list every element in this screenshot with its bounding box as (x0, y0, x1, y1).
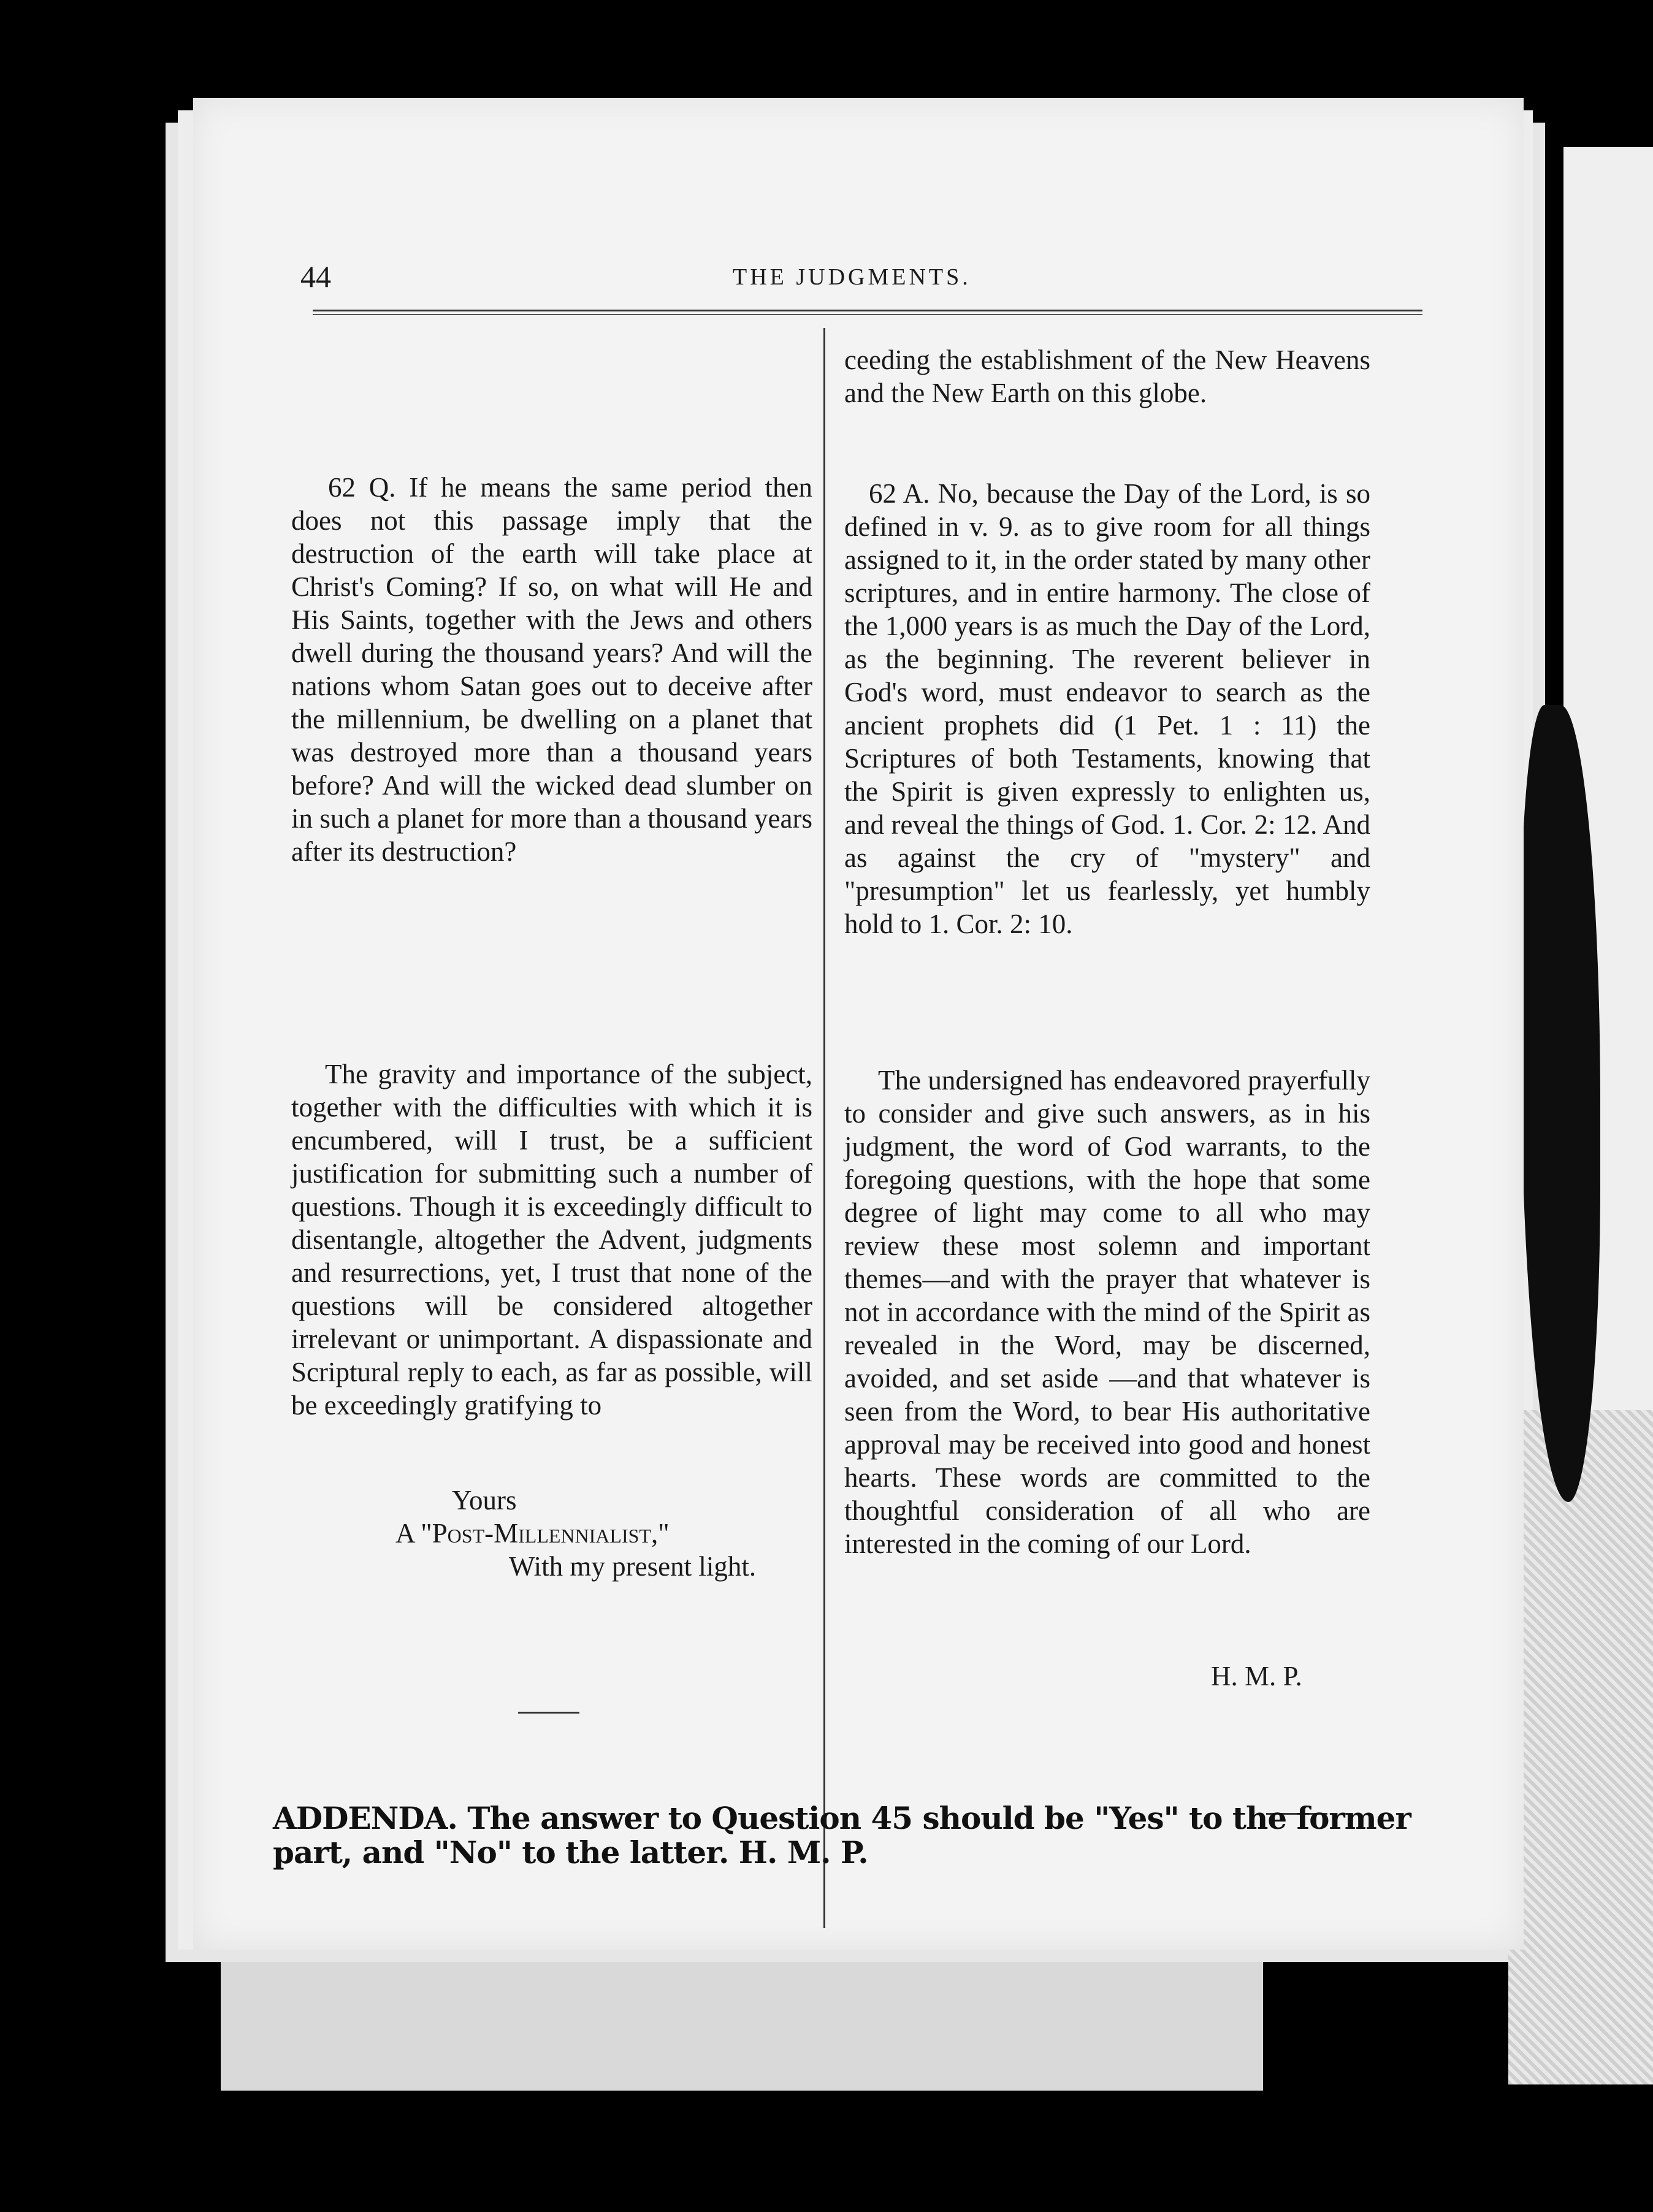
addenda: ADDENDA. The answer to Question 45 should be "Yes" to the former part, and "No" to the latter. H. M. P. (273, 1800, 1411, 1871)
adjacent-page-damage (1508, 1410, 1653, 2084)
header-rule (313, 310, 1422, 315)
signature-yours: Yours (452, 1485, 517, 1516)
initials: H. M. P. (1211, 1661, 1302, 1691)
continued-text: ceeding the establishment of the New Heavens and the New Earth on this globe. (844, 345, 1370, 408)
running-head (193, 259, 1524, 314)
closing-paragraph: The gravity and importance of the subject, together with the difficulties with which it is encumbered, will I trust, be a sufficient justification for submitting such a number of questions. Though it is exceedingly difficult to disentangle, altogether the Advent, judgments and resurrections, yet, I trust that none of the questions will be considered altogether irrelevant or unimportant. A dispassionate and Scriptural reply to each, as far as possible, will be exceedingly gratifying to (291, 1059, 812, 1421)
signature-name: A "Post-Millennialist," (395, 1518, 670, 1549)
answer-62: 62 A. No, because the Day of the Lord, is so defined in v. 9. as to give room for all things assigned to it, in the order stated by many other scriptures, and in entire harmony. The close of the 1,000 years is as much the Day of the Lord, as the beginning. The reverent believer in God's word, must endeavor to search as the ancient prophets did (1 Pet. 1 : 11) the Scriptures of both Testaments, knowing that the Spirit is given expressly to enlighten us, and reveal the things of God. 1. Cor. 2: 12. And as against the cry of "mystery" and "presumption" let us fearlessly, yet humbly hold to 1. Cor. 2: 10. (844, 478, 1370, 939)
question-62: 62 Q. If he means the same period then does not this passage imply that the destruction of the earth will take place at Christ's Coming? If so, on what will He and His Saints, together with the Jews and others dwell during the thousand years? And will the nations whom Satan goes out to deceive after the millennium, be dwelling on a planet that was destroyed more than a thousand years before? And will the wicked dead slumber on in such a planet for more than a thousand years after its destruction? (291, 472, 812, 867)
left-end-rule (518, 1712, 579, 1714)
signature-block (291, 1484, 812, 1637)
signature-light: With my present light. (509, 1551, 757, 1582)
page-number: 44 (300, 259, 331, 294)
undersigned-paragraph: The undersigned has endeavored prayerfully to consider and give such answers, as in his judgment, the word of God warrants, to the foregoing questions, with the hope that some degree of light may come to all who may review these most solemn and important themes—and with the prayer that whatever is not in accordance with the mind of the Spirit as revealed in the Word, may be discerned, avoided, and set aside —and that whatever is seen from the Word, to bear His authoritative approval may be received into good and honest hearts. These words are committed to the thoughtful consideration of all who are interested in the coming of our Lord. (844, 1065, 1370, 1559)
column-divider (823, 328, 825, 1928)
running-title: THE JUDGMENTS. (733, 264, 971, 290)
document-page (193, 98, 1524, 1950)
